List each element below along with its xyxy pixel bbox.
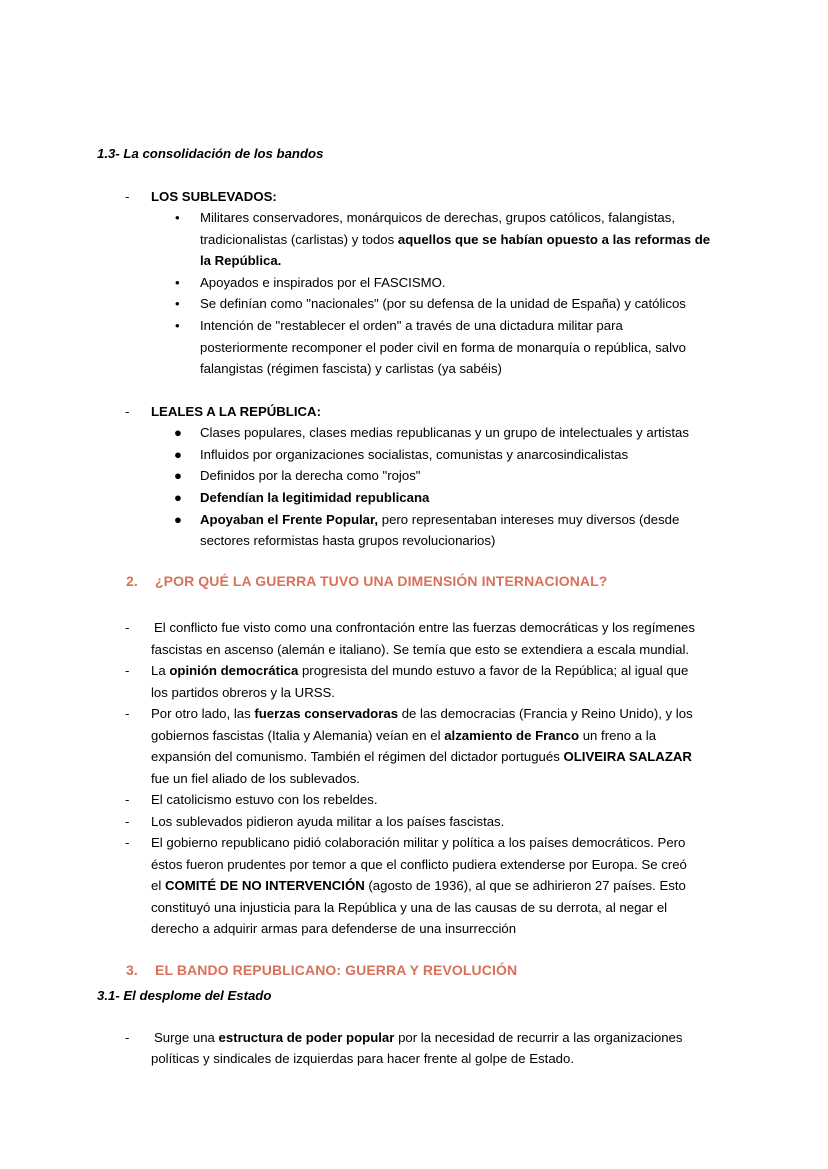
dash-marker: - — [125, 792, 130, 807]
sublevados-label: LOS SUBLEVADOS: — [151, 189, 277, 204]
leales-item-5-line-1: Apoyaban el Frente Popular, pero representaban intereses muy diversos (desde — [200, 512, 680, 527]
s2-item-3-line-1: Por otro lado, las fuerzas conservadoras de las democracias (Francia y Reino Unido), y los — [151, 706, 693, 721]
bullet-marker: ● — [174, 425, 182, 440]
sublevados-item-1-bold: aquellos que se habían opuesto a las reformas de — [397, 232, 711, 247]
s2-item-3-line-4: fue un fiel aliado de los sublevados. — [151, 771, 360, 786]
dash-marker: - — [125, 189, 130, 204]
leales-item-2: Influidos por organizaciones socialistas, comunistas y anarcosindicalistas — [200, 447, 629, 462]
bullet-marker: • — [175, 318, 180, 333]
s2-item-3-line-2: gobiernos fascistas (Italia y Alemania) veían en el alzamiento de Franco un freno a la — [151, 728, 657, 743]
dash-marker: - — [125, 814, 130, 829]
sublevados-item-1-line-1: Militares conservadores, monárquicos de derechas, grupos católicos, falangistas, — [200, 210, 675, 225]
dash-marker: - — [125, 1030, 130, 1045]
s2-item-5: Los sublevados pidieron ayuda militar a los países fascistas. — [151, 814, 505, 829]
section-2-title: ¿POR QUÉ LA GUERRA TUVO UNA DIMENSIÓN INTERNACIONAL? — [155, 573, 608, 589]
bullet-marker: ● — [174, 490, 182, 505]
s2-item-2-line-2: los partidos obreros y la URSS. — [151, 685, 335, 700]
sublevados-item-1-line-2: tradicionalistas (carlistas) y todos aquellos que se habían opuesto a las reformas de — [200, 232, 711, 247]
s2-item-6-line-5: derecho a adquirir armas para defenderse de una insurrección — [151, 921, 517, 936]
sublevados-item-3: Se definían como "nacionales" (por su defensa de la unidad de España) y católicos — [200, 296, 686, 311]
s2-item-6-line-3: el COMITÉ DE NO INTERVENCIÓN (agosto de 1936), al que se adhirieron 27 países. Esto — [151, 878, 686, 893]
sublevados-item-4-line-3: falangistas (régimen fascista) y carlistas (ya sabéis) — [200, 361, 502, 376]
leales-label: LEALES A LA REPÚBLICA: — [151, 404, 321, 419]
dash-marker: - — [125, 706, 130, 721]
bullet-marker: • — [175, 210, 180, 225]
dash-marker: - — [125, 404, 130, 419]
s2-item-3-line-3: expansión del comunismo. También el régimen del dictador portugués OLIVEIRA SALAZAR — [151, 749, 692, 764]
bullet-marker: • — [175, 275, 180, 290]
s2-item-6-line-2: éstos fueron prudentes por temor a que el conflicto pudiera extenderse por Europa. Se creó — [151, 857, 687, 872]
bullet-marker: ● — [174, 447, 182, 462]
section-3-1-title: 3.1- El desplome del Estado — [97, 988, 272, 1003]
bullet-marker: ● — [174, 512, 182, 527]
dash-marker: - — [125, 620, 130, 635]
sublevados-item-2: Apoyados e inspirados por el FASCISMO. — [200, 275, 446, 290]
dash-marker: - — [125, 663, 130, 678]
s3-item-line-1: Surge una estructura de poder popular por la necesidad de recurrir a las organizaciones — [154, 1030, 683, 1045]
s2-item-4: El catolicismo estuvo con los rebeldes. — [151, 792, 378, 807]
leales-item-5-line-2: sectores reformistas hasta grupos revolucionarios) — [200, 533, 496, 548]
s2-item-2-line-1: La opinión democrática progresista del mundo estuvo a favor de la República; al igual que — [151, 663, 689, 678]
bullet-marker: ● — [174, 468, 182, 483]
s2-item-1-line-1: El conflicto fue visto como una confrontación entre las fuerzas democráticas y los regímenes — [154, 620, 695, 635]
leales-item-5-bold: Apoyaban el Frente Popular, — [200, 512, 379, 527]
s2-item-6-line-4: constituyó una injusticia para la República y una de las causas de su derrota, al negar el — [151, 900, 668, 915]
section-3-title: EL BANDO REPUBLICANO: GUERRA Y REVOLUCIÓN — [155, 962, 518, 978]
bullet-marker: • — [175, 296, 180, 311]
section-3-number: 3. — [126, 962, 138, 978]
section-2-number: 2. — [126, 573, 138, 589]
sublevados-item-4-line-2: posteriormente recomponer el poder civil en forma de monarquía o república, salvo — [200, 340, 686, 355]
s2-item-1-line-2: fascistas en ascenso (alemán e italiano). Se temía que esto se extendiera a escala mundial. — [151, 642, 690, 657]
s2-item-6-line-1: El gobierno republicano pidió colaboración militar y política a los países democráticos. Pero — [151, 835, 686, 850]
section-1-3-title: 1.3- La consolidación de los bandos — [97, 146, 324, 161]
dash-marker: - — [125, 835, 130, 850]
leales-item-4: Defendían la legitimidad republicana — [200, 490, 430, 505]
leales-item-1: Clases populares, clases medias republicanas y un grupo de intelectuales y artistas — [200, 425, 689, 440]
sublevados-item-4-line-1: Intención de "restablecer el orden" a través de una dictadura militar para — [200, 318, 623, 333]
sublevados-item-1-line-3: la República. — [200, 253, 282, 268]
leales-item-3: Definidos por la derecha como "rojos" — [200, 468, 421, 483]
s3-item-line-2: políticas y sindicales de izquierdas para hacer frente al golpe de Estado. — [151, 1051, 574, 1066]
